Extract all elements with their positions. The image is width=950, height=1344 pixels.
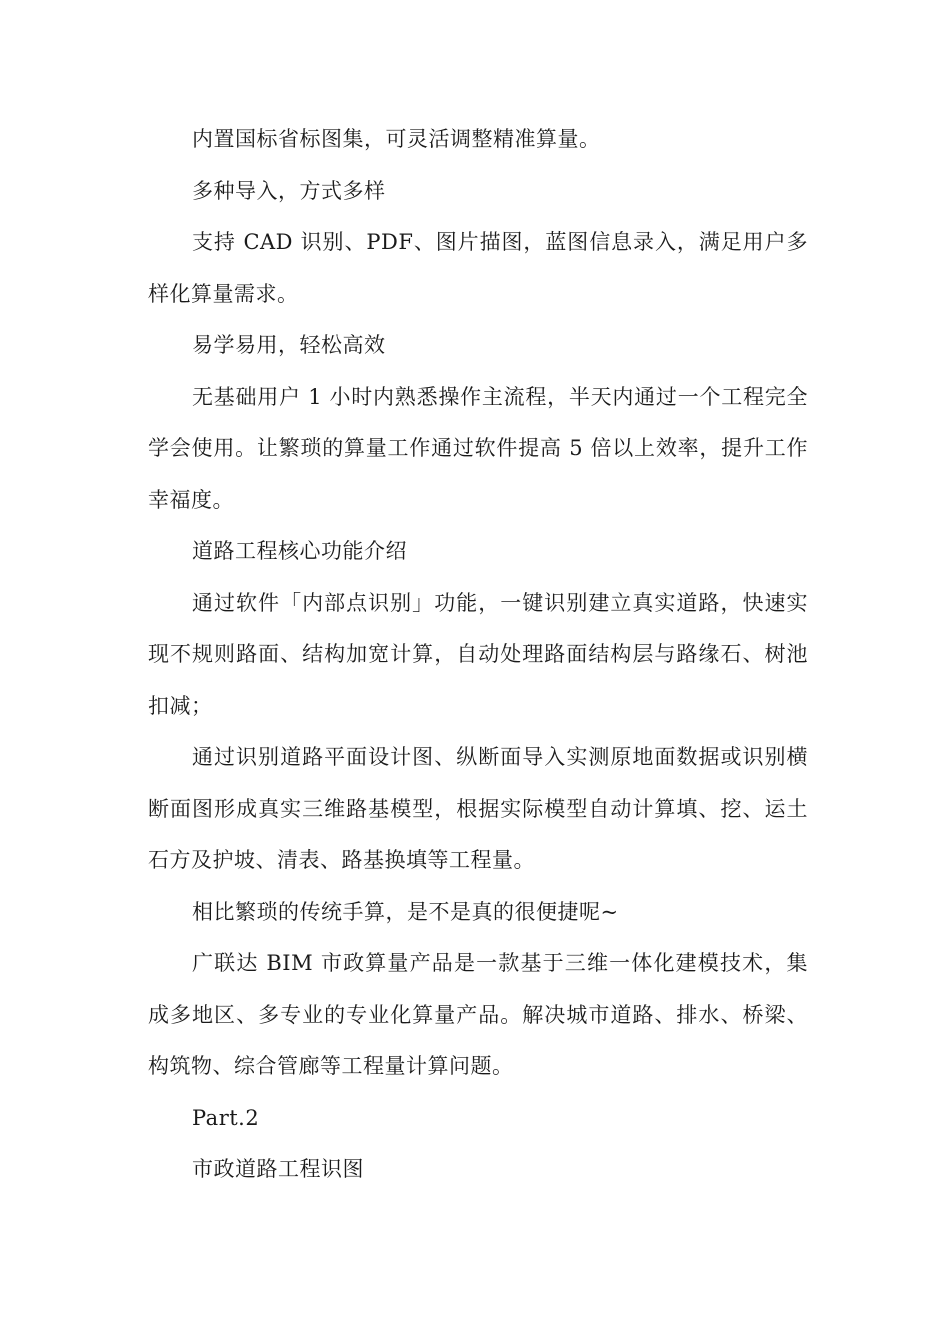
document-body xyxy=(148,114,808,1196)
paragraph-subgrade-model: 通过识别道路平面设计图、纵断面导入实测原地面数据或识别横断面图形成真实三维路基模型，根据实际模型自动计算填、挖、运土石方及护坡、清表、路基换填等工程量。 xyxy=(148,745,808,872)
paragraph-learning-curve: 无基础用户 1 小时内熟悉操作主流程，半天内通过一个工程完全学会使用。让繁琐的算量工作通过软件提高 5 倍以上效率，提升工作幸福度。 xyxy=(148,384,808,512)
heading-easy-to-use: 易学易用，轻松高效 xyxy=(192,333,386,357)
heading-road-core-features: 道路工程核心功能介绍 xyxy=(192,539,407,563)
paragraph-convenience: 相比繁琐的传统手算，是不是真的很便捷呢~ xyxy=(192,899,619,924)
heading-part-2: Part.2 xyxy=(192,1105,260,1130)
paragraph-internal-point-recognition: 通过软件「内部点识别」功能，一键识别建立真实道路，快速实现不规则路面、结构加宽计算，自动处理路面结构层与路缘石、树池扣减； xyxy=(148,590,808,718)
heading-import-methods: 多种导入，方式多样 xyxy=(192,178,386,203)
heading-road-drawing-reading: 市政道路工程识图 xyxy=(192,1157,364,1181)
paragraph-import-support: 支持 CAD 识别、PDF、图片描图，蓝图信息录入，满足用户多样化算量需求。 xyxy=(148,230,808,306)
paragraph-product-intro: 广联达 BIM 市政算量产品是一款基于三维一体化建模技术，集成多地区、多专业的专业化算量产品。解决城市道路、排水、桥梁、构筑物、综合管廊等工程量计算问题。 xyxy=(148,951,808,1078)
paragraph-builtin-atlas: 内置国标省标图集，可灵活调整精准算量。 xyxy=(192,127,601,151)
